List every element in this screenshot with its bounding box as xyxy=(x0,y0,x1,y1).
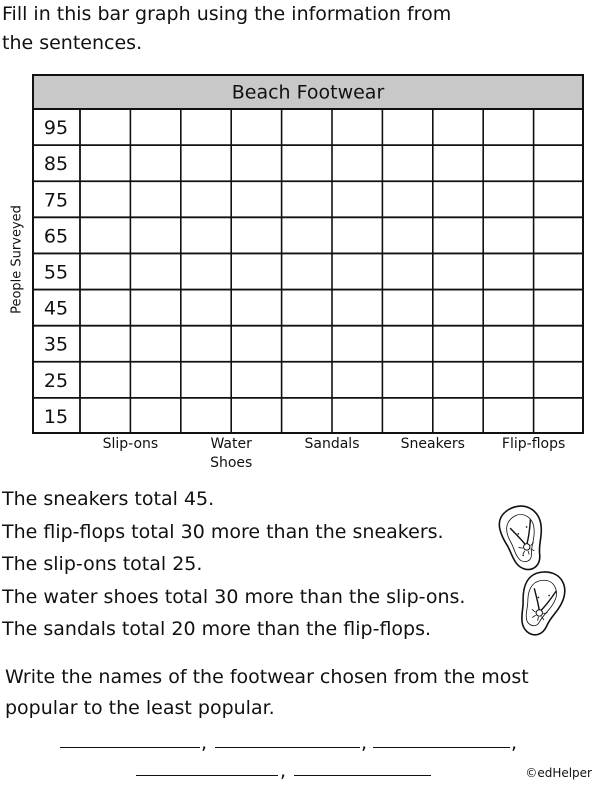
x-category-label-line: Flip-flops xyxy=(501,436,566,452)
answer-blank-1[interactable] xyxy=(60,747,200,748)
x-category-label-line: Sneakers xyxy=(400,436,465,452)
clue-sentence: The sneakers total 45. xyxy=(2,488,215,510)
y-tick-label: 25 xyxy=(43,369,69,392)
y-tick-label: 55 xyxy=(43,261,69,284)
grid-border xyxy=(33,109,583,433)
clue-sentence: The slip-ons total 25. xyxy=(2,553,203,575)
x-category-label-line: Water xyxy=(210,436,252,452)
flip-flop-icon xyxy=(495,501,554,575)
instructions xyxy=(2,0,451,58)
x-category-label-line: Sandals xyxy=(304,436,360,452)
x-category-label xyxy=(282,435,382,454)
answer-blank-3[interactable] xyxy=(373,747,510,748)
flip-flop-pair-icon xyxy=(486,496,576,646)
comma-separator: , xyxy=(511,732,518,754)
copyright-notice: ©edHelper xyxy=(525,766,592,780)
instructions-line-2: the sentences. xyxy=(2,32,143,54)
answer-blank-2[interactable] xyxy=(215,747,360,748)
x-category-label xyxy=(181,435,281,473)
y-tick-label: 35 xyxy=(43,333,69,356)
clue-sentence: The flip-flops total 30 more than the sneakers. xyxy=(2,520,444,543)
question-line-2: popular to the least popular. xyxy=(5,697,275,719)
answer-blank-4[interactable] xyxy=(136,775,278,776)
chart-title: Beach Footwear xyxy=(231,81,385,104)
x-category-label-line: Shoes xyxy=(210,455,253,471)
flip-flop-icon xyxy=(515,568,568,639)
y-tick-label: 85 xyxy=(43,153,69,176)
y-tick-label: 95 xyxy=(43,117,69,140)
bar-graph-grid xyxy=(32,74,584,434)
question-line-1: Write the names of the footwear chosen from the most xyxy=(5,666,529,688)
answer-blank-5[interactable] xyxy=(294,775,431,776)
y-tick-label: 75 xyxy=(43,189,69,212)
y-tick-label: 15 xyxy=(43,405,69,428)
x-category-label xyxy=(484,435,584,454)
y-tick-label: 65 xyxy=(43,225,69,248)
y-tick-label: 45 xyxy=(43,297,69,320)
clue-sentence: The water shoes total 30 more than the slip-ons. xyxy=(2,585,466,608)
y-axis-label: People Surveyed xyxy=(9,205,25,314)
comma-separator: , xyxy=(361,732,368,754)
ranking-question xyxy=(5,662,529,724)
x-category-label-line: Slip-ons xyxy=(102,436,159,452)
comma-separator: , xyxy=(201,732,208,754)
instructions-line-1: Fill in this bar graph using the information from xyxy=(2,3,452,25)
x-category-label xyxy=(383,435,483,454)
clue-sentences xyxy=(2,483,465,646)
comma-separator: , xyxy=(280,760,287,782)
x-category-label xyxy=(80,435,180,454)
clue-sentence: The sandals total 20 more than the flip-flops. xyxy=(2,618,432,640)
